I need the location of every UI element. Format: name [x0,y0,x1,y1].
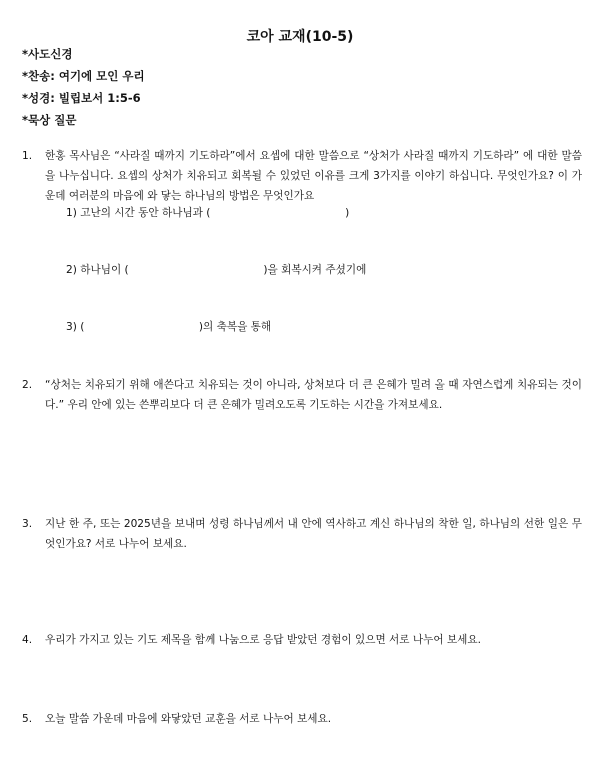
question-text: 한홍 목사님은 “사라질 때까지 기도하라”에서 요셉에 대한 말씀으로 “상처가 사라질 때까지 기도하라” 에 대한 말씀을 나누십니다. 요셉의 상처가 치유되고 회복될 수 있었던 이유를 크게 3가지를 이야기 하십니다. 무엇인가요? 이 가운데 여러분의 마음에 와 닿는 하나님의 방법은 무엇인가요 [45,150,582,202]
question-number: 1. [22,150,33,162]
question-text: 오늘 말씀 가운데 마음에 와닿았던 교훈을 서로 나누어 보세요. [45,713,332,725]
header-scripture: *성경: 빌립보서 1:5-6 [22,91,141,105]
question-text: 우리가 가지고 있는 기도 제목을 함께 나눔으로 응답 받았던 경험이 있으면 서로 나누어 보세요. [45,634,482,646]
sub-item-2: 2) 하나님이 ( )을 회복시켜 주셨기에 [66,264,367,276]
sub-item-3: 3) ( )의 축복을 통해 [66,321,272,333]
question-number: 2. [22,379,33,391]
header-meditation: *묵상 질문 [22,113,77,127]
question-number: 4. [22,634,33,646]
question-2 [22,375,582,415]
question-text: 지난 한 주, 또는 2025년을 보내며 성령 하나님께서 내 안에 역사하고 계신 하나님의 착한 일, 하나님의 선한 일은 무엇인가요? 서로 나누어 보세요. [45,518,582,550]
header-hymn: *찬송: 여기에 모인 우리 [22,69,145,83]
question-1 [22,146,582,206]
question-number: 5. [22,713,33,725]
header-creed: *사도신경 [22,47,73,61]
question-number: 3. [22,518,33,530]
sub-item-1: 1) 고난의 시간 동안 하나님과 ( ) [66,207,350,219]
question-3 [22,514,582,554]
question-5 [22,709,582,729]
page-title: 코아 교재(10-5) [246,29,354,45]
question-4 [22,630,582,650]
question-text: “상처는 치유되기 위해 애쓴다고 치유되는 것이 아니라, 상처보다 더 큰 은혜가 밀려 올 때 자연스럽게 치유되는 것이다.” 우리 안에 있는 쓴뿌리보다 더 큰 은혜가 밀려오도록 기도하는 시간을 가져보세요. [45,379,582,411]
